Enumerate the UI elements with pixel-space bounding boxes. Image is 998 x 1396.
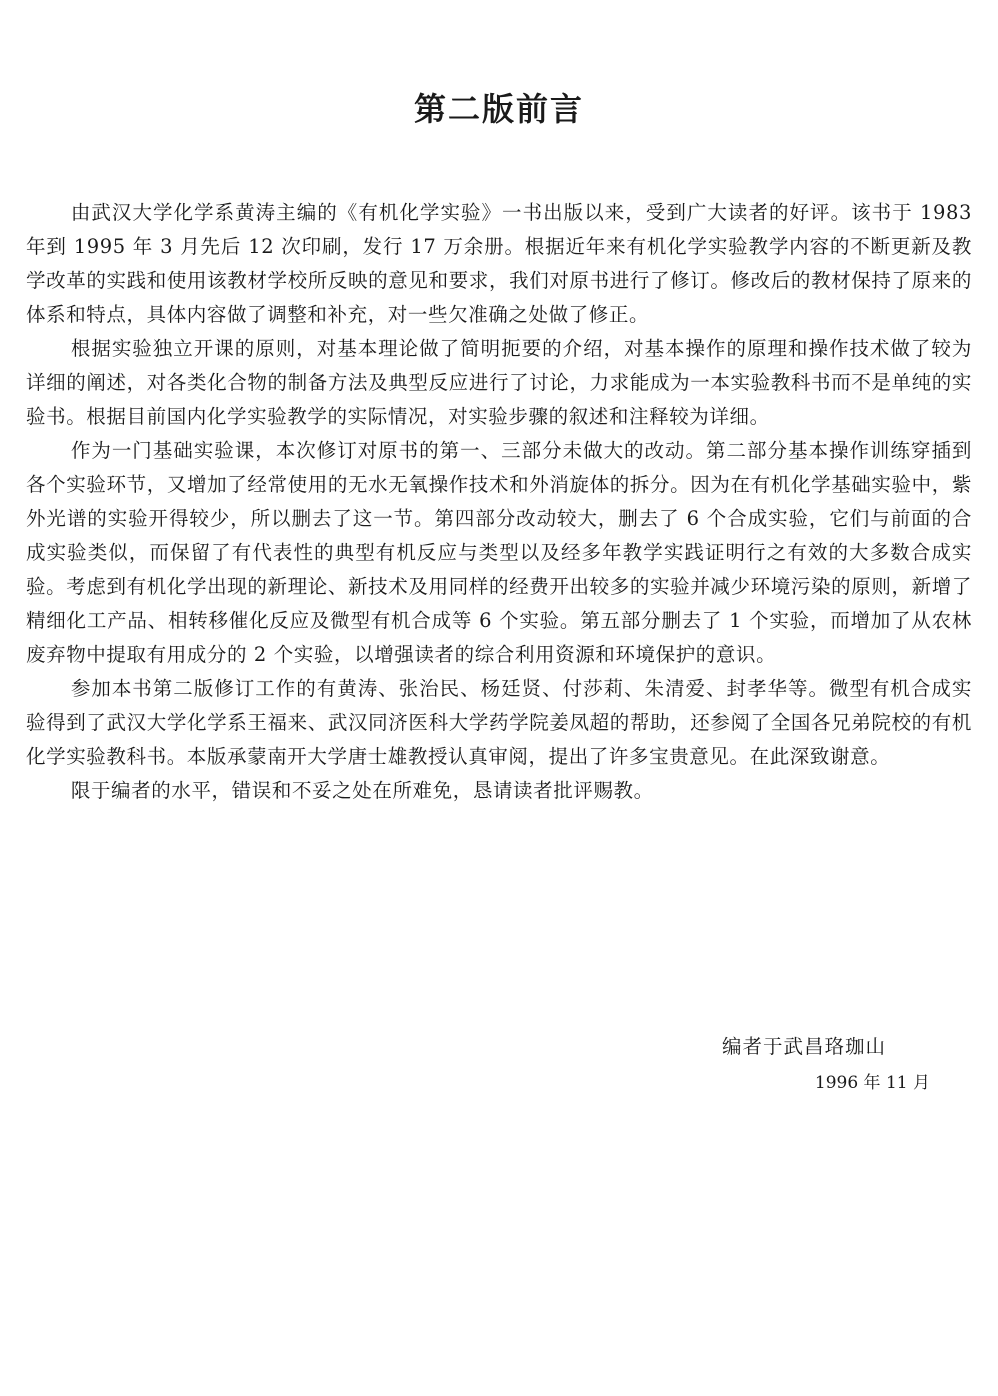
preface-body (26, 196, 972, 808)
page-title: 第二版前言 (413, 90, 584, 128)
signoff-block (600, 1032, 930, 1098)
paragraph-3: 作为一门基础实验课，本次修订对原书的第一、三部分未做大的改动。第二部分基本操作训练穿插到各个实验环节，又增加了经常使用的无水无氧操作技术和外消旋体的拆分。因为在有机化学基础实验中，紫外光谱的实验开得较少，所以删去了这一节。第四部分改动较大，删去了 6 个合成实验，它们与前面的合成实验类似，而保留了有代表性的典型有机反应与类型以及经多年教学实践证明行之有效的大多数合成实验。考虑到有机化学出现的新理论、新技术及用同样的经费开出较多的实验并减少环境污染的原则，新增了精细化工产品、相转移催化反应及微型有机合成等 6 个实验。第五部分删去了 1 个实验，而增加了从农林废弃物中提取有用成分的 2 个实验，以增强读者的综合利用资源和环境保护的意识。 (26, 439, 972, 666)
signoff-date: 1996 年 11 月 (814, 1073, 930, 1093)
paragraph-5: 限于编者的水平，错误和不妥之处在所难免，恳请读者批评赐教。 (70, 779, 654, 802)
paragraph-4: 参加本书第二版修订工作的有黄涛、张治民、杨廷贤、付莎莉、朱清爱、封孝华等。微型有机合成实验得到了武汉大学化学系王福来、武汉同济医科大学药学院姜凤超的帮助，还参阅了全国各兄弟院校的有机化学实验教科书。本版承蒙南开大学唐士雄教授认真审阅，提出了许多宝贵意见。在此深致谢意。 (26, 677, 972, 768)
signoff-author: 编者于武昌珞珈山 (721, 1035, 886, 1058)
paragraph-1: 由武汉大学化学系黄涛主编的《有机化学实验》一书出版以来，受到广大读者的好评。该书于 1983 年到 1995 年 3 月先后 12 次印刷，发行 17 万余册。根据近年来有机化学实验教学内容的不断更新及教学改革的实践和使用该教材学校所反映的意见和要求，我们对原书进行了修订。修改后的教材保持了原来的体系和特点，具体内容做了调整和补充，对一些欠准确之处做了修正。 (26, 201, 972, 326)
paragraph-2: 根据实验独立开课的原则，对基本理论做了简明扼要的介绍，对基本操作的原理和操作技术做了较为详细的阐述，对各类化合物的制备方法及典型反应进行了讨论，力求能成为一本实验教科书而不是单纯的实验书。根据目前国内化学实验教学的实际情况，对实验步骤的叙述和注释较为详细。 (26, 337, 972, 428)
